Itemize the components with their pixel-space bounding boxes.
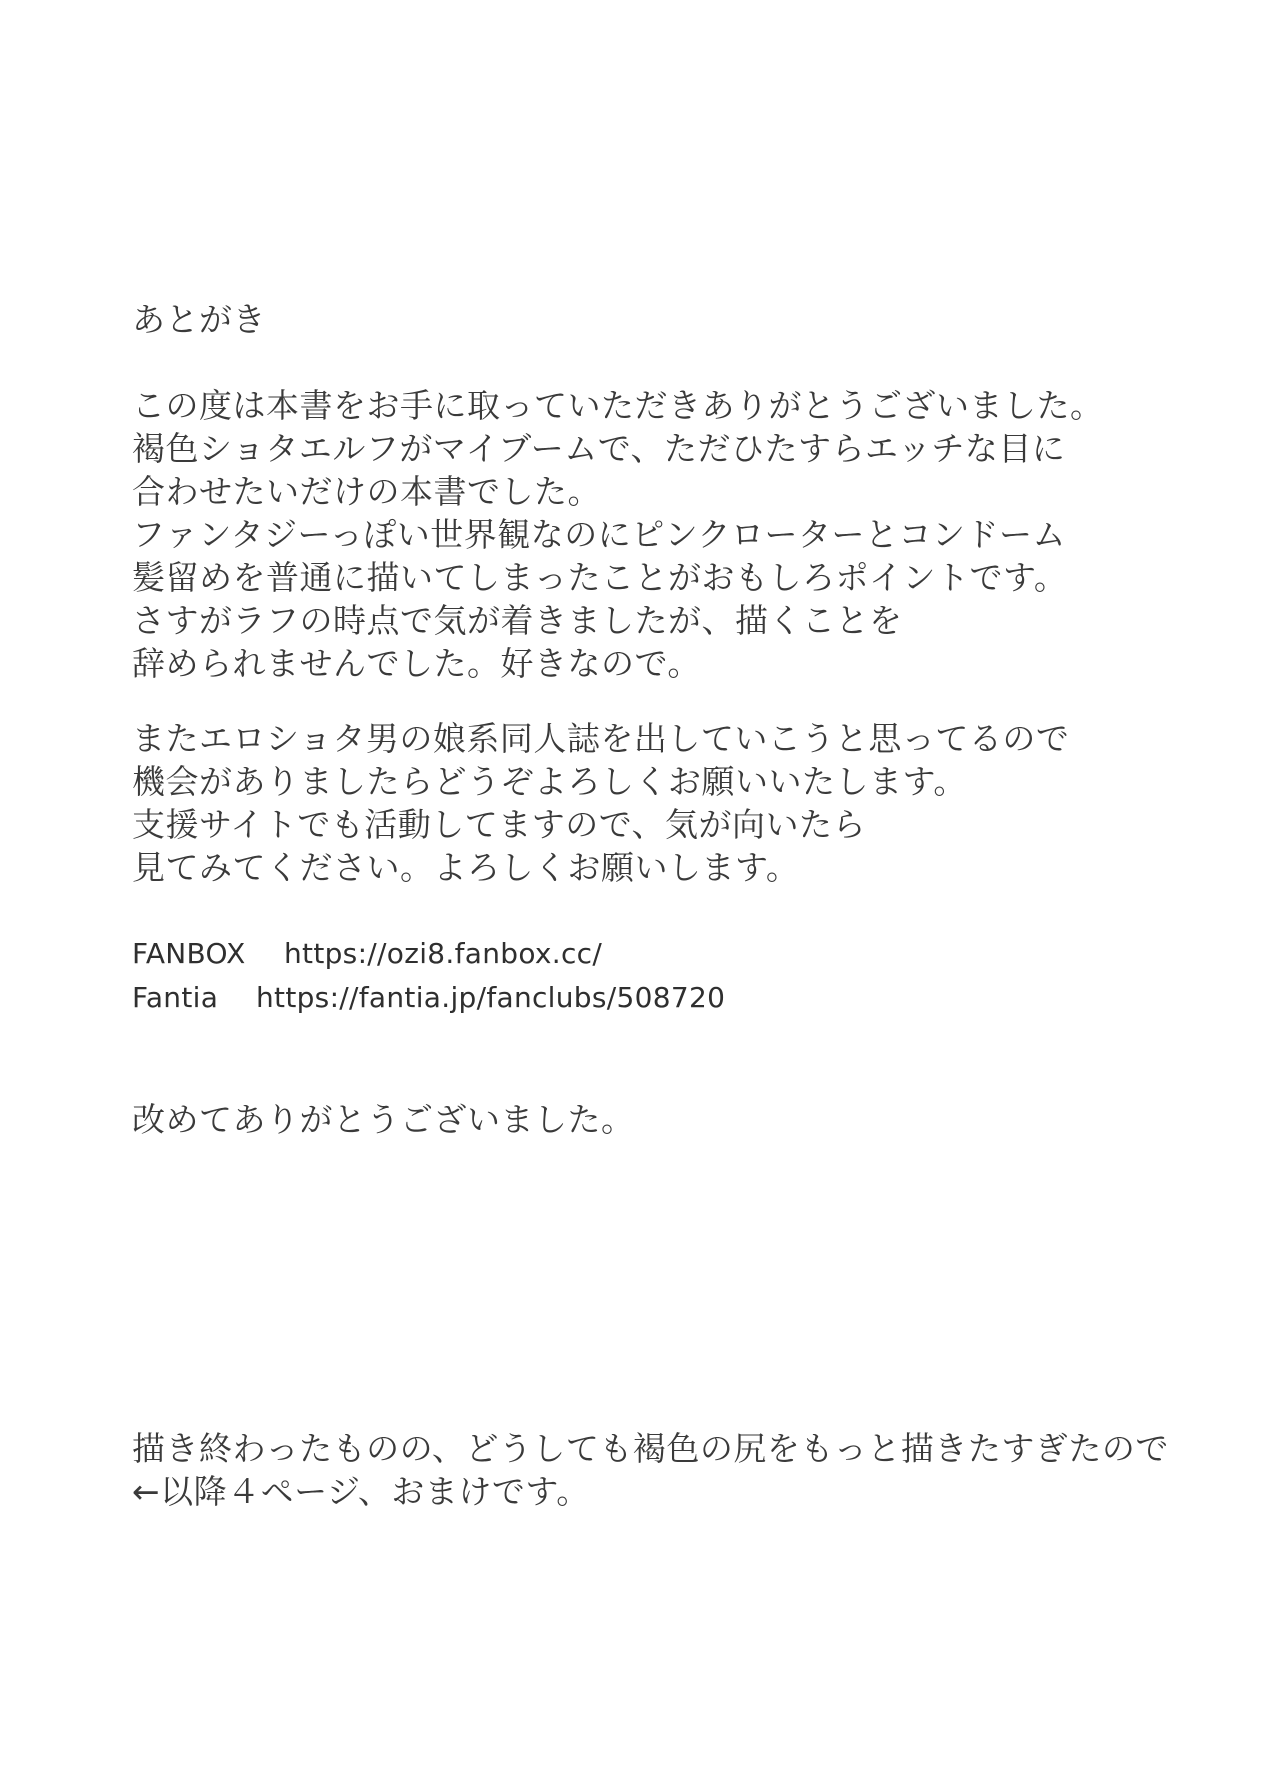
fanbox-url-link[interactable]: https://ozi8.fanbox.cc/: [284, 937, 603, 970]
bonus-line: 描き終わったものの、どうしても褐色の尻をもっと描きたすぎたので: [132, 1429, 1169, 1468]
bonus-line: ←以降４ページ、おまけです。: [132, 1472, 590, 1511]
page-title: あとがき: [132, 300, 266, 339]
paragraph-line: ファンタジーっぽい世界観なのにピンクローターとコンドーム: [132, 515, 1067, 554]
paragraph-line: 褐色ショタエルフがマイブームで、ただひたすらエッチな目に: [132, 429, 1066, 468]
thanks-paragraph: [132, 384, 1192, 685]
paragraph-line: またエロショタ男の娘系同人誌を出していこうと思ってるので: [132, 719, 1070, 758]
heading-block: [132, 298, 1192, 341]
fantia-label: Fantia: [132, 981, 219, 1014]
closing-line: 改めてありがとうございました。: [132, 1100, 635, 1139]
fantia-url-link[interactable]: https://fantia.jp/fanclubs/508720: [256, 981, 726, 1014]
paragraph-line: 支援サイトでも活動してますので、気が向いたら: [132, 805, 867, 844]
paragraph-line: 髪留めを普通に描いてしまったことがおもしろポイントです。: [132, 558, 1068, 597]
paragraph-line: さすがラフの時点で気が着きましたが、描くことを: [132, 601, 903, 640]
paragraph-line: 機会がありましたらどうぞよろしくお願いいたします。: [132, 762, 967, 801]
fanbox-link-row: [132, 932, 1192, 976]
paragraph-line: この度は本書をお手に取っていただきありがとうございました。: [132, 386, 1104, 425]
bonus-note: [132, 1427, 1192, 1513]
fantia-link-row: [132, 976, 1192, 1020]
fanbox-label: FANBOX: [132, 937, 246, 970]
paragraph-line: 辞められませんでした。好きなので。: [132, 644, 701, 683]
support-paragraph: [132, 717, 1192, 889]
paragraph-line: 合わせたいだけの本書でした。: [132, 472, 601, 511]
closing-block: [132, 1098, 1192, 1141]
support-links: [132, 932, 1192, 1020]
paragraph-line: 見てみてください。よろしくお願いします。: [132, 848, 800, 887]
